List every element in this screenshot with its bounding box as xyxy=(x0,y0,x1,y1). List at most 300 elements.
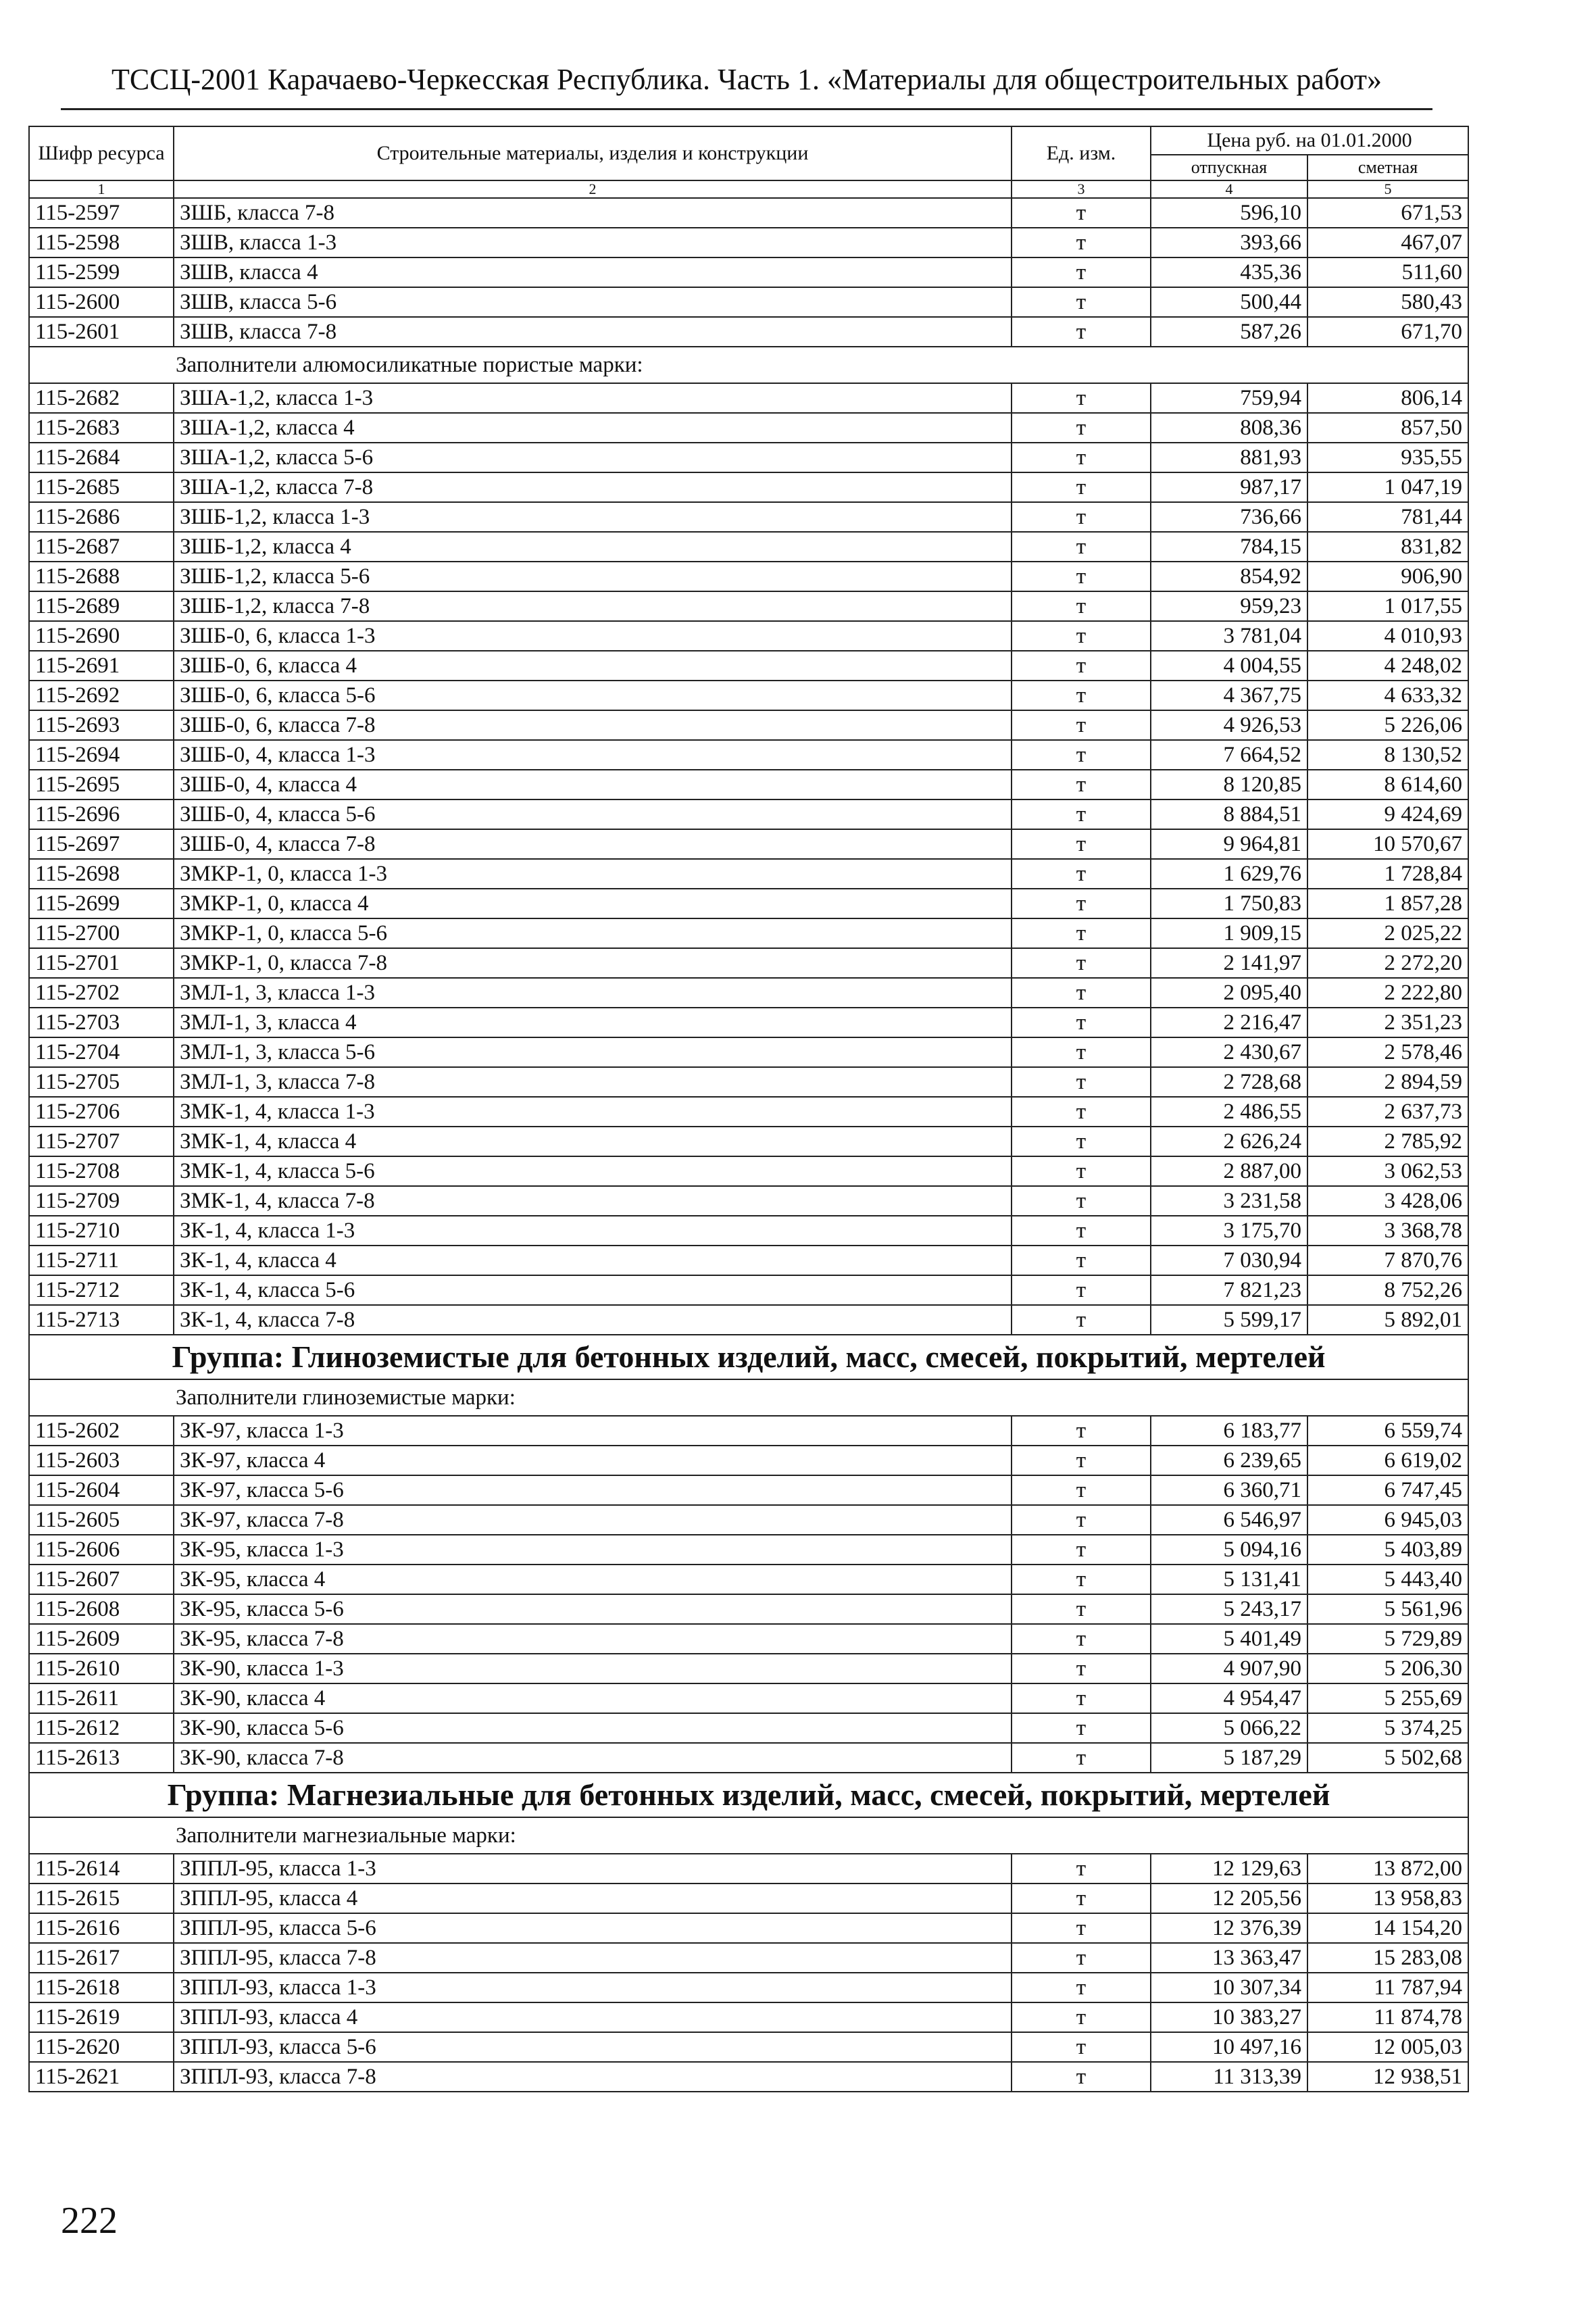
unit: т xyxy=(1012,2032,1151,2062)
resource-code: 115-2619 xyxy=(29,2002,174,2032)
material-name: ЗШБ-0, 6, класса 4 xyxy=(174,651,1012,681)
estimate-price: 7 870,76 xyxy=(1307,1246,1468,1275)
table-row xyxy=(29,443,1468,472)
table-row xyxy=(29,1565,1468,1594)
material-name: ЗШБ-1,2, класса 1-3 xyxy=(174,502,1012,532)
release-price: 12 376,39 xyxy=(1151,1913,1307,1943)
material-name: ЗК-97, класса 4 xyxy=(174,1446,1012,1475)
material-name: ЗМЛ-1, 3, класса 1-3 xyxy=(174,978,1012,1008)
estimate-price: 5 729,89 xyxy=(1307,1624,1468,1654)
table-row xyxy=(29,621,1468,651)
release-price: 854,92 xyxy=(1151,562,1307,591)
estimate-price: 2 351,23 xyxy=(1307,1008,1468,1037)
material-name: ЗШБ-1,2, класса 5-6 xyxy=(174,562,1012,591)
subheading: Заполнители глиноземистые марки: xyxy=(29,1379,1468,1416)
resource-code: 115-2621 xyxy=(29,2062,174,2092)
material-name: ЗШБ-1,2, класса 7-8 xyxy=(174,591,1012,621)
material-name: ЗМК-1, 4, класса 4 xyxy=(174,1127,1012,1156)
estimate-price: 511,60 xyxy=(1307,257,1468,287)
table-row xyxy=(29,317,1468,347)
release-price: 5 401,49 xyxy=(1151,1624,1307,1654)
resource-code: 115-2693 xyxy=(29,710,174,740)
release-price: 2 626,24 xyxy=(1151,1127,1307,1156)
unit: т xyxy=(1012,1973,1151,2002)
estimate-price: 857,50 xyxy=(1307,413,1468,443)
material-name: ЗК-95, класса 1-3 xyxy=(174,1535,1012,1565)
material-name: ЗК-90, класса 1-3 xyxy=(174,1654,1012,1683)
resource-code: 115-2608 xyxy=(29,1594,174,1624)
estimate-price: 8 752,26 xyxy=(1307,1275,1468,1305)
table-row xyxy=(29,1097,1468,1127)
release-price: 2 887,00 xyxy=(1151,1156,1307,1186)
resource-code: 115-2600 xyxy=(29,287,174,317)
estimate-price: 671,53 xyxy=(1307,198,1468,228)
material-name: ЗППЛ-93, класса 4 xyxy=(174,2002,1012,2032)
estimate-price: 11 874,78 xyxy=(1307,2002,1468,2032)
table-row xyxy=(29,918,1468,948)
resource-code: 115-2695 xyxy=(29,770,174,799)
release-price: 6 360,71 xyxy=(1151,1475,1307,1505)
col-number-3: 3 xyxy=(1012,180,1151,198)
unit: т xyxy=(1012,799,1151,829)
estimate-price: 6 747,45 xyxy=(1307,1475,1468,1505)
release-price: 2 095,40 xyxy=(1151,978,1307,1008)
table-row xyxy=(29,413,1468,443)
unit: т xyxy=(1012,1743,1151,1773)
resource-code: 115-2713 xyxy=(29,1305,174,1335)
estimate-price: 12 938,51 xyxy=(1307,2062,1468,2092)
material-name: ЗШВ, класса 4 xyxy=(174,257,1012,287)
resource-code: 115-2687 xyxy=(29,532,174,562)
material-name: ЗМК-1, 4, класса 7-8 xyxy=(174,1186,1012,1216)
table-row xyxy=(29,1913,1468,1943)
estimate-price: 1 047,19 xyxy=(1307,472,1468,502)
table-row xyxy=(29,228,1468,257)
material-name: ЗК-95, класса 7-8 xyxy=(174,1624,1012,1654)
unit: т xyxy=(1012,1565,1151,1594)
resource-code: 115-2610 xyxy=(29,1654,174,1683)
estimate-price: 906,90 xyxy=(1307,562,1468,591)
release-price: 6 546,97 xyxy=(1151,1505,1307,1535)
col-number-1: 1 xyxy=(29,180,174,198)
release-price: 2 728,68 xyxy=(1151,1067,1307,1097)
table-row xyxy=(29,287,1468,317)
material-name: ЗК-1, 4, класса 4 xyxy=(174,1246,1012,1275)
table-row xyxy=(29,1275,1468,1305)
release-price: 9 964,81 xyxy=(1151,829,1307,859)
material-name: ЗМЛ-1, 3, класса 7-8 xyxy=(174,1067,1012,1097)
resource-code: 115-2611 xyxy=(29,1683,174,1713)
unit: т xyxy=(1012,1127,1151,1156)
estimate-price: 5 561,96 xyxy=(1307,1594,1468,1624)
estimate-price: 1 857,28 xyxy=(1307,889,1468,918)
estimate-price: 4 633,32 xyxy=(1307,681,1468,710)
estimate-price: 3 428,06 xyxy=(1307,1186,1468,1216)
estimate-price: 5 206,30 xyxy=(1307,1654,1468,1683)
unit: т xyxy=(1012,1156,1151,1186)
unit: т xyxy=(1012,1275,1151,1305)
estimate-price: 6 619,02 xyxy=(1307,1446,1468,1475)
resource-code: 115-2710 xyxy=(29,1216,174,1246)
resource-code: 115-2707 xyxy=(29,1127,174,1156)
table-row xyxy=(29,1037,1468,1067)
release-price: 596,10 xyxy=(1151,198,1307,228)
estimate-price: 6 559,74 xyxy=(1307,1416,1468,1446)
resource-code: 115-2605 xyxy=(29,1505,174,1535)
resource-code: 115-2689 xyxy=(29,591,174,621)
resource-code: 115-2700 xyxy=(29,918,174,948)
group-heading: Группа: Магнезиальные для бетонных изделий, масс, смесей, покрытий, мертелей xyxy=(29,1773,1468,1817)
material-name: ЗМКР-1, 0, класса 7-8 xyxy=(174,948,1012,978)
subheading-row xyxy=(29,347,1468,383)
unit: т xyxy=(1012,829,1151,859)
release-price: 6 239,65 xyxy=(1151,1446,1307,1475)
material-name: ЗМК-1, 4, класса 1-3 xyxy=(174,1097,1012,1127)
material-name: ЗК-95, класса 4 xyxy=(174,1565,1012,1594)
table-row xyxy=(29,1624,1468,1654)
material-name: ЗППЛ-95, класса 5-6 xyxy=(174,1913,1012,1943)
resource-code: 115-2697 xyxy=(29,829,174,859)
table-row xyxy=(29,1008,1468,1037)
resource-code: 115-2706 xyxy=(29,1097,174,1127)
table-row xyxy=(29,472,1468,502)
material-name: ЗМКР-1, 0, класса 1-3 xyxy=(174,859,1012,889)
table-row xyxy=(29,1156,1468,1186)
unit: т xyxy=(1012,317,1151,347)
estimate-price: 10 570,67 xyxy=(1307,829,1468,859)
release-price: 1 909,15 xyxy=(1151,918,1307,948)
unit: т xyxy=(1012,562,1151,591)
unit: т xyxy=(1012,740,1151,770)
resource-code: 115-2701 xyxy=(29,948,174,978)
release-price: 2 486,55 xyxy=(1151,1097,1307,1127)
col-estimate-header: сметная xyxy=(1307,155,1468,180)
resource-code: 115-2691 xyxy=(29,651,174,681)
unit: т xyxy=(1012,287,1151,317)
release-price: 987,17 xyxy=(1151,472,1307,502)
resource-code: 115-2682 xyxy=(29,383,174,413)
estimate-price: 12 005,03 xyxy=(1307,2032,1468,2062)
col-code-header: Шифр ресурса xyxy=(29,126,174,180)
material-name: ЗША-1,2, класса 5-6 xyxy=(174,443,1012,472)
estimate-price: 5 892,01 xyxy=(1307,1305,1468,1335)
page-header: ТССЦ-2001 Карачаево-Черкесская Республика. Часть 1. «Материалы для общестроительных работ» xyxy=(61,59,1432,110)
release-price: 12 205,56 xyxy=(1151,1884,1307,1913)
resource-code: 115-2709 xyxy=(29,1186,174,1216)
table-row xyxy=(29,1216,1468,1246)
resource-code: 115-2602 xyxy=(29,1416,174,1446)
page-number: 222 xyxy=(61,2200,118,2242)
col-number-5: 5 xyxy=(1307,180,1468,198)
release-price: 12 129,63 xyxy=(1151,1854,1307,1884)
material-name: ЗППЛ-93, класса 1-3 xyxy=(174,1973,1012,2002)
unit: т xyxy=(1012,1097,1151,1127)
resource-code: 115-2616 xyxy=(29,1913,174,1943)
material-name: ЗППЛ-93, класса 5-6 xyxy=(174,2032,1012,2062)
release-price: 393,66 xyxy=(1151,228,1307,257)
estimate-price: 1 017,55 xyxy=(1307,591,1468,621)
release-price: 5 131,41 xyxy=(1151,1565,1307,1594)
table-row xyxy=(29,1654,1468,1683)
table-body xyxy=(29,198,1468,2092)
unit: т xyxy=(1012,2062,1151,2092)
material-name: ЗША-1,2, класса 7-8 xyxy=(174,472,1012,502)
release-price: 4 004,55 xyxy=(1151,651,1307,681)
table-row xyxy=(29,1505,1468,1535)
table-row xyxy=(29,799,1468,829)
estimate-price: 2 894,59 xyxy=(1307,1067,1468,1097)
material-name: ЗК-97, класса 5-6 xyxy=(174,1475,1012,1505)
table-row xyxy=(29,383,1468,413)
estimate-price: 2 222,80 xyxy=(1307,978,1468,1008)
material-name: ЗШБ-0, 4, класса 5-6 xyxy=(174,799,1012,829)
unit: т xyxy=(1012,472,1151,502)
col-release-header: отпускная xyxy=(1151,155,1307,180)
table-row xyxy=(29,1127,1468,1156)
group-heading-row xyxy=(29,1335,1468,1379)
release-price: 500,44 xyxy=(1151,287,1307,317)
resource-code: 115-2606 xyxy=(29,1535,174,1565)
resource-code: 115-2692 xyxy=(29,681,174,710)
unit: т xyxy=(1012,621,1151,651)
table-row xyxy=(29,681,1468,710)
price-table xyxy=(28,126,1469,2092)
unit: т xyxy=(1012,591,1151,621)
estimate-price: 13 958,83 xyxy=(1307,1884,1468,1913)
unit: т xyxy=(1012,651,1151,681)
table-row xyxy=(29,770,1468,799)
release-price: 2 430,67 xyxy=(1151,1037,1307,1067)
release-price: 3 231,58 xyxy=(1151,1186,1307,1216)
table-row xyxy=(29,859,1468,889)
resource-code: 115-2705 xyxy=(29,1067,174,1097)
unit: т xyxy=(1012,1067,1151,1097)
estimate-price: 2 785,92 xyxy=(1307,1127,1468,1156)
resource-code: 115-2603 xyxy=(29,1446,174,1475)
resource-code: 115-2617 xyxy=(29,1943,174,1973)
estimate-price: 15 283,08 xyxy=(1307,1943,1468,1973)
release-price: 959,23 xyxy=(1151,591,1307,621)
material-name: ЗППЛ-95, класса 7-8 xyxy=(174,1943,1012,1973)
release-price: 759,94 xyxy=(1151,383,1307,413)
estimate-price: 5 443,40 xyxy=(1307,1565,1468,1594)
table-row xyxy=(29,1246,1468,1275)
release-price: 8 884,51 xyxy=(1151,799,1307,829)
resource-code: 115-2607 xyxy=(29,1565,174,1594)
release-price: 4 926,53 xyxy=(1151,710,1307,740)
resource-code: 115-2618 xyxy=(29,1973,174,2002)
estimate-price: 8 614,60 xyxy=(1307,770,1468,799)
estimate-price: 781,44 xyxy=(1307,502,1468,532)
resource-code: 115-2597 xyxy=(29,198,174,228)
table-row xyxy=(29,1713,1468,1743)
table-row xyxy=(29,889,1468,918)
table-row xyxy=(29,257,1468,287)
unit: т xyxy=(1012,1654,1151,1683)
unit: т xyxy=(1012,1505,1151,1535)
estimate-price: 3 062,53 xyxy=(1307,1156,1468,1186)
unit: т xyxy=(1012,1943,1151,1973)
estimate-price: 831,82 xyxy=(1307,532,1468,562)
table-row xyxy=(29,1416,1468,1446)
table-row xyxy=(29,710,1468,740)
table-row xyxy=(29,2002,1468,2032)
resource-code: 115-2683 xyxy=(29,413,174,443)
material-name: ЗППЛ-95, класса 1-3 xyxy=(174,1854,1012,1884)
unit: т xyxy=(1012,1216,1151,1246)
table-row xyxy=(29,1743,1468,1773)
material-name: ЗШБ-0, 6, класса 5-6 xyxy=(174,681,1012,710)
table-row xyxy=(29,1884,1468,1913)
estimate-price: 4 248,02 xyxy=(1307,651,1468,681)
table-row xyxy=(29,1186,1468,1216)
resource-code: 115-2712 xyxy=(29,1275,174,1305)
unit: т xyxy=(1012,383,1151,413)
table-header xyxy=(29,126,1468,198)
release-price: 6 183,77 xyxy=(1151,1416,1307,1446)
col-number-2: 2 xyxy=(174,180,1012,198)
resource-code: 115-2601 xyxy=(29,317,174,347)
unit: т xyxy=(1012,1884,1151,1913)
table-row xyxy=(29,532,1468,562)
material-name: ЗШБ-0, 6, класса 7-8 xyxy=(174,710,1012,740)
resource-code: 115-2604 xyxy=(29,1475,174,1505)
estimate-price: 9 424,69 xyxy=(1307,799,1468,829)
estimate-price: 14 154,20 xyxy=(1307,1913,1468,1943)
resource-code: 115-2690 xyxy=(29,621,174,651)
release-price: 5 187,29 xyxy=(1151,1743,1307,1773)
table-row xyxy=(29,1535,1468,1565)
unit: т xyxy=(1012,532,1151,562)
release-price: 5 066,22 xyxy=(1151,1713,1307,1743)
resource-code: 115-2612 xyxy=(29,1713,174,1743)
unit: т xyxy=(1012,1713,1151,1743)
unit: т xyxy=(1012,228,1151,257)
material-name: ЗШБ-0, 4, класса 7-8 xyxy=(174,829,1012,859)
release-price: 3 175,70 xyxy=(1151,1216,1307,1246)
material-name: ЗШБ, класса 7-8 xyxy=(174,198,1012,228)
unit: т xyxy=(1012,1246,1151,1275)
resource-code: 115-2614 xyxy=(29,1854,174,1884)
resource-code: 115-2688 xyxy=(29,562,174,591)
subheading: Заполнители магнезиальные марки: xyxy=(29,1817,1468,1854)
unit: т xyxy=(1012,1446,1151,1475)
estimate-price: 5 374,25 xyxy=(1307,1713,1468,1743)
estimate-price: 1 728,84 xyxy=(1307,859,1468,889)
estimate-price: 5 255,69 xyxy=(1307,1683,1468,1713)
material-name: ЗША-1,2, класса 1-3 xyxy=(174,383,1012,413)
estimate-price: 4 010,93 xyxy=(1307,621,1468,651)
estimate-price: 6 945,03 xyxy=(1307,1505,1468,1535)
col-price-header: Цена руб. на 01.01.2000 xyxy=(1151,126,1468,155)
table-row xyxy=(29,562,1468,591)
unit: т xyxy=(1012,1624,1151,1654)
estimate-price: 671,70 xyxy=(1307,317,1468,347)
release-price: 3 781,04 xyxy=(1151,621,1307,651)
table-row xyxy=(29,1446,1468,1475)
release-price: 5 599,17 xyxy=(1151,1305,1307,1335)
resource-code: 115-2694 xyxy=(29,740,174,770)
resource-code: 115-2613 xyxy=(29,1743,174,1773)
estimate-price: 5 403,89 xyxy=(1307,1535,1468,1565)
estimate-price: 5 226,06 xyxy=(1307,710,1468,740)
unit: т xyxy=(1012,1037,1151,1067)
material-name: ЗК-1, 4, класса 7-8 xyxy=(174,1305,1012,1335)
material-name: ЗППЛ-95, класса 4 xyxy=(174,1884,1012,1913)
resource-code: 115-2698 xyxy=(29,859,174,889)
material-name: ЗК-90, класса 5-6 xyxy=(174,1713,1012,1743)
material-name: ЗК-90, класса 4 xyxy=(174,1683,1012,1713)
table-row xyxy=(29,1854,1468,1884)
release-price: 13 363,47 xyxy=(1151,1943,1307,1973)
table-row xyxy=(29,2062,1468,2092)
unit: т xyxy=(1012,1305,1151,1335)
unit: т xyxy=(1012,889,1151,918)
release-price: 784,15 xyxy=(1151,532,1307,562)
resource-code: 115-2699 xyxy=(29,889,174,918)
resource-code: 115-2711 xyxy=(29,1246,174,1275)
estimate-price: 11 787,94 xyxy=(1307,1973,1468,2002)
subheading-row xyxy=(29,1379,1468,1416)
resource-code: 115-2599 xyxy=(29,257,174,287)
release-price: 587,26 xyxy=(1151,317,1307,347)
resource-code: 115-2708 xyxy=(29,1156,174,1186)
material-name: ЗШБ-0, 6, класса 1-3 xyxy=(174,621,1012,651)
release-price: 7 821,23 xyxy=(1151,1275,1307,1305)
unit: т xyxy=(1012,1186,1151,1216)
unit: т xyxy=(1012,859,1151,889)
release-price: 10 307,34 xyxy=(1151,1973,1307,2002)
material-name: ЗШВ, класса 1-3 xyxy=(174,228,1012,257)
table-row xyxy=(29,198,1468,228)
table-row xyxy=(29,1475,1468,1505)
release-price: 1 750,83 xyxy=(1151,889,1307,918)
material-name: ЗМЛ-1, 3, класса 5-6 xyxy=(174,1037,1012,1067)
estimate-price: 3 368,78 xyxy=(1307,1216,1468,1246)
table-row xyxy=(29,740,1468,770)
subheading: Заполнители алюмосиликатные пористые марки: xyxy=(29,347,1468,383)
resource-code: 115-2615 xyxy=(29,1884,174,1913)
col-number-4: 4 xyxy=(1151,180,1307,198)
subheading-row xyxy=(29,1817,1468,1854)
material-name: ЗШВ, класса 7-8 xyxy=(174,317,1012,347)
release-price: 881,93 xyxy=(1151,443,1307,472)
material-name: ЗМК-1, 4, класса 5-6 xyxy=(174,1156,1012,1186)
unit: т xyxy=(1012,978,1151,1008)
material-name: ЗМКР-1, 0, класса 5-6 xyxy=(174,918,1012,948)
resource-code: 115-2620 xyxy=(29,2032,174,2062)
unit: т xyxy=(1012,1535,1151,1565)
estimate-price: 806,14 xyxy=(1307,383,1468,413)
material-name: ЗШБ-0, 4, класса 1-3 xyxy=(174,740,1012,770)
release-price: 1 629,76 xyxy=(1151,859,1307,889)
release-price: 5 094,16 xyxy=(1151,1535,1307,1565)
unit: т xyxy=(1012,413,1151,443)
estimate-price: 467,07 xyxy=(1307,228,1468,257)
table-row xyxy=(29,1943,1468,1973)
unit: т xyxy=(1012,1416,1151,1446)
material-name: ЗППЛ-93, класса 7-8 xyxy=(174,2062,1012,2092)
estimate-price: 2 272,20 xyxy=(1307,948,1468,978)
material-name: ЗШВ, класса 5-6 xyxy=(174,287,1012,317)
table-row xyxy=(29,1305,1468,1335)
release-price: 7 030,94 xyxy=(1151,1246,1307,1275)
material-name: ЗК-1, 4, класса 1-3 xyxy=(174,1216,1012,1246)
table-row xyxy=(29,2032,1468,2062)
table-row xyxy=(29,1973,1468,2002)
table-row xyxy=(29,1067,1468,1097)
material-name: ЗК-90, класса 7-8 xyxy=(174,1743,1012,1773)
